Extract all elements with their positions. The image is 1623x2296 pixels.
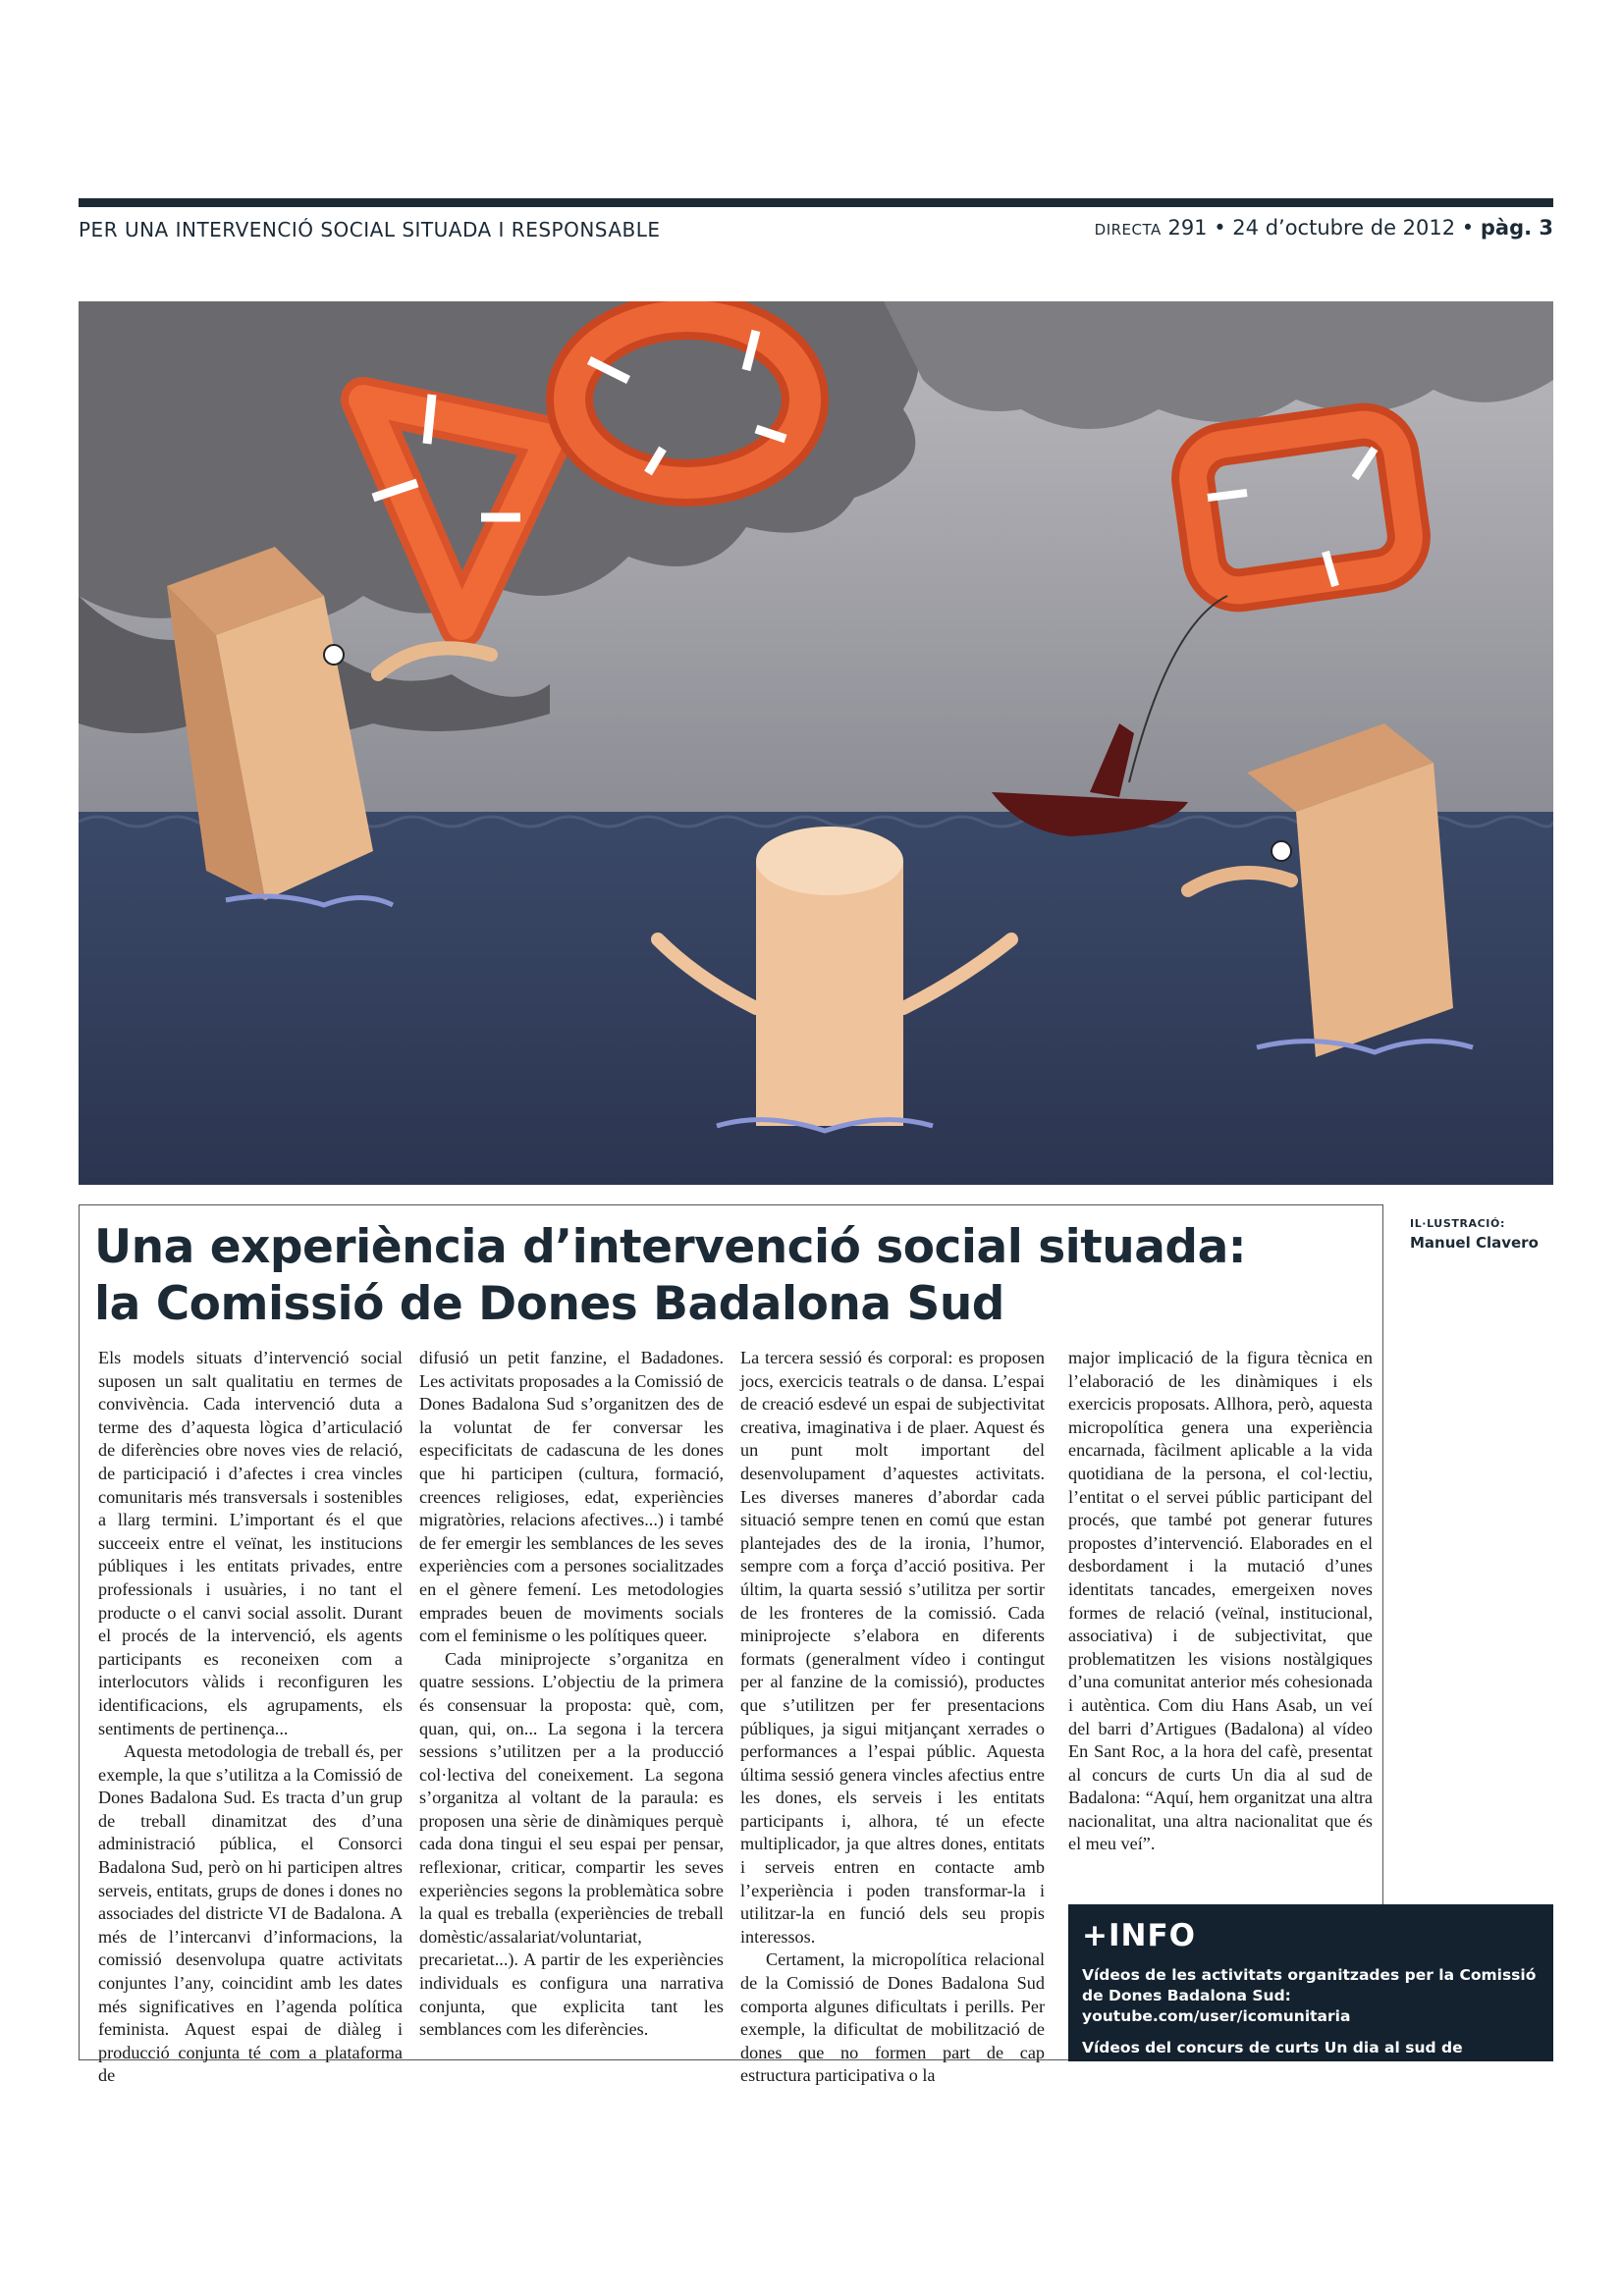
- paragraph: difusió un petit fanzine, el Badadones. Les activitats proposades a la Comissió de Dones Badalona Sud s’organitzen des de la voluntat de fer conversar les especificitats de cadascuna de les dones que hi participen (cultura, formació, creences religioses, edat, experiències migratòries, relacions afectives...) i també de fer emergir les semblances de les seves experiències com a persones socialitzades en el gènere femení. Les metodologies emprades beuen de moviments socials com el feminisme o les polítiques queer.: [419, 1348, 724, 1646]
- paper-name: DIRECTA: [1094, 221, 1162, 239]
- headline-line-1: Una experiència d’intervenció social situada:: [94, 1220, 1247, 1274]
- paragraph: Cada miniprojecte s’organitza en quatre sessions. L’objectiu de la primera és consensuar la proposta: què, com, quan, qui, on... La segona i la tercera sessions s’utilitzen per a la producció col·lectiva del coneixement. La segona s’organitza al voltant de la paraula: es proposen una sèrie de dinàmiques perquè cada dona tingui el seu espai per pensar, reflexionar, criticar, compartir les seves experiències segons la problemàtica sobre la qual es treballa (experiències de treball domèstic/assalariat/voluntariat, precarietat...). A partir de les experiències individuals es configura una narrativa conjunta, que explicita tant les semblances com les diferències.: [419, 1648, 724, 2040]
- credit-label: IL·LUSTRACIÓ:: [1410, 1217, 1505, 1230]
- paragraph: Certament, la micropolítica relacional de la Comissió de Dones Badalona Sud comporta algunes dificultats i perills. Per exemple, la dificultat de mobilització de dones que no formen part de cap estructura participativa o la: [740, 1949, 1045, 2086]
- issue-date: 24 d’octubre de 2012: [1232, 216, 1456, 240]
- credit-name: Manuel Clavero: [1410, 1234, 1539, 1252]
- illustration: [79, 301, 1553, 1185]
- issue-number: 291: [1167, 216, 1208, 240]
- info-link-2[interactable]: Vídeos del concurs de curts Un dia al sud de Badalona: undiaalsuddebadalona.wordpress.com: [1082, 2039, 1505, 2077]
- page-number: pàg. 3: [1480, 216, 1553, 240]
- info-box: [1068, 1904, 1553, 2077]
- article-headline: [94, 1219, 1272, 1333]
- section-heading: PER UNA INTERVENCIÓ SOCIAL SITUADA I RESPONSABLE: [79, 218, 661, 241]
- article-column-1: [98, 1347, 403, 2088]
- headline-line-2: la Comissió de Dones Badalona Sud: [94, 1277, 1004, 1331]
- paragraph: major implicació de la figura tècnica en l’elaboració de les dinàmiques i els exercicis proposats. Allhora, però, aquesta micropolítica genera una experiència encarnada, fàcilment aplicable a la vida quotidiana de la persona, el col·lectiu, l’entitat o el servei públic participant del procés, que també pot generar futures propostes d’intervenció. Elaborades en el desbordament i la mutació d’unes identitats tancades, emergeixen noves formes de relació (veïnal, institucional, associativa) i de subjectivitat, que problematitzen les visions nostàlgiques d’una comunitat anterior més cohesionada i autèntica. Com diu Hans Asab, un veí del barri d’Artigues (Badalona) al vídeo En Sant Roc, a la hora del cafè, presentat al concurs de curts Un dia al sud de Badalona: “Aquí, hem organitzat una altra nacionalitat, una altra nacionalitat que és el meu veí”.: [1068, 1348, 1373, 1854]
- top-rule: [79, 198, 1553, 207]
- paragraph: La tercera sessió és corporal: es proposen jocs, exercicis teatrals o de dansa. L’espai de creació esdevé un espai de subjectivitat creativa, imaginativa i de plaer. Aquest és un punt molt important del desenvolupament d’aquestes activitats. Les diverses maneres d’abordar cada situació sempre tenen en comú que estan plantejades des de la ironia, l’humor, sempre com a força d’acció positiva. Per últim, la quarta sessió s’utilitza per sortir de les fronteres de la comissió. Cada miniprojecte s’elabora en diferents formats (generalment vídeo i contingut per al fanzine de la comissió), productes que s’utilitzen per fer presentacions públiques, ja sigui mitjançant xerrades o performances a l’espai públic. Aquesta última sessió genera vincles afectius entre les dones, els serveis i les entitats participants i, alhora, té un efecte multiplicador, ja que altres dones, entitats i serveis entren en contacte amb l’experiència i poden transformar-la i utilitzar-la en funció dels seu propis interessos.: [740, 1348, 1045, 1947]
- article-column-3: [740, 1347, 1045, 2088]
- info-link-1[interactable]: Vídeos de les activitats organitzades per la Comissió de Dones Badalona Sud: youtube.com/user/icomunitaria: [1082, 1966, 1537, 2025]
- paragraph: Els models situats d’intervenció social suposen un salt qualitatiu en termes de convivència. Cada intervenció duta a terme des d’aquesta lògica d’articulació de diferències obre noves vies de relació, de participació i d’afectes i crea vincles comunitaris més transversals i sostenibles a llarg termini. L’important és el que succeeix entre el veïnat, les institucions públiques i les entitats privades, entre professionals i usuàries, i no tant el producte o el canvi social assolit. Durant el procés de la intervenció, els agents participants es reconeixen com a interlocutors vàlids i reconfiguren les identificacions, els agrupaments, els sentiments de pertinença...: [98, 1348, 403, 1738]
- illustration-credit: [1410, 1217, 1539, 1252]
- info-title: +INFO: [1082, 1918, 1196, 1953]
- issue-info: DIRECTA 291 • 24 d’octubre de 2012 • pàg. 3: [1094, 216, 1553, 240]
- article-column-2: [419, 1347, 724, 2042]
- paragraph: Aquesta metodologia de treball és, per exemple, la que s’utilitza a la Comissió de Dones Badalona Sud. Es tracta d’un grup de treball dinamitzat des d’una administració pública, el Consorci Badalona Sud, però on hi participen altres serveis, entitats, grups de dones i dones no associades del districte VI de Badalona. A més de l’intercanvi d’informacions, la comissió desenvolupa quatre activitats conjuntes l’any, coincidint amb les dates més significatives en l’agenda política feminista. Aquest espai de diàleg i producció conjunta té com a plataforma de: [98, 1741, 403, 2086]
- article-column-4: [1068, 1347, 1373, 1856]
